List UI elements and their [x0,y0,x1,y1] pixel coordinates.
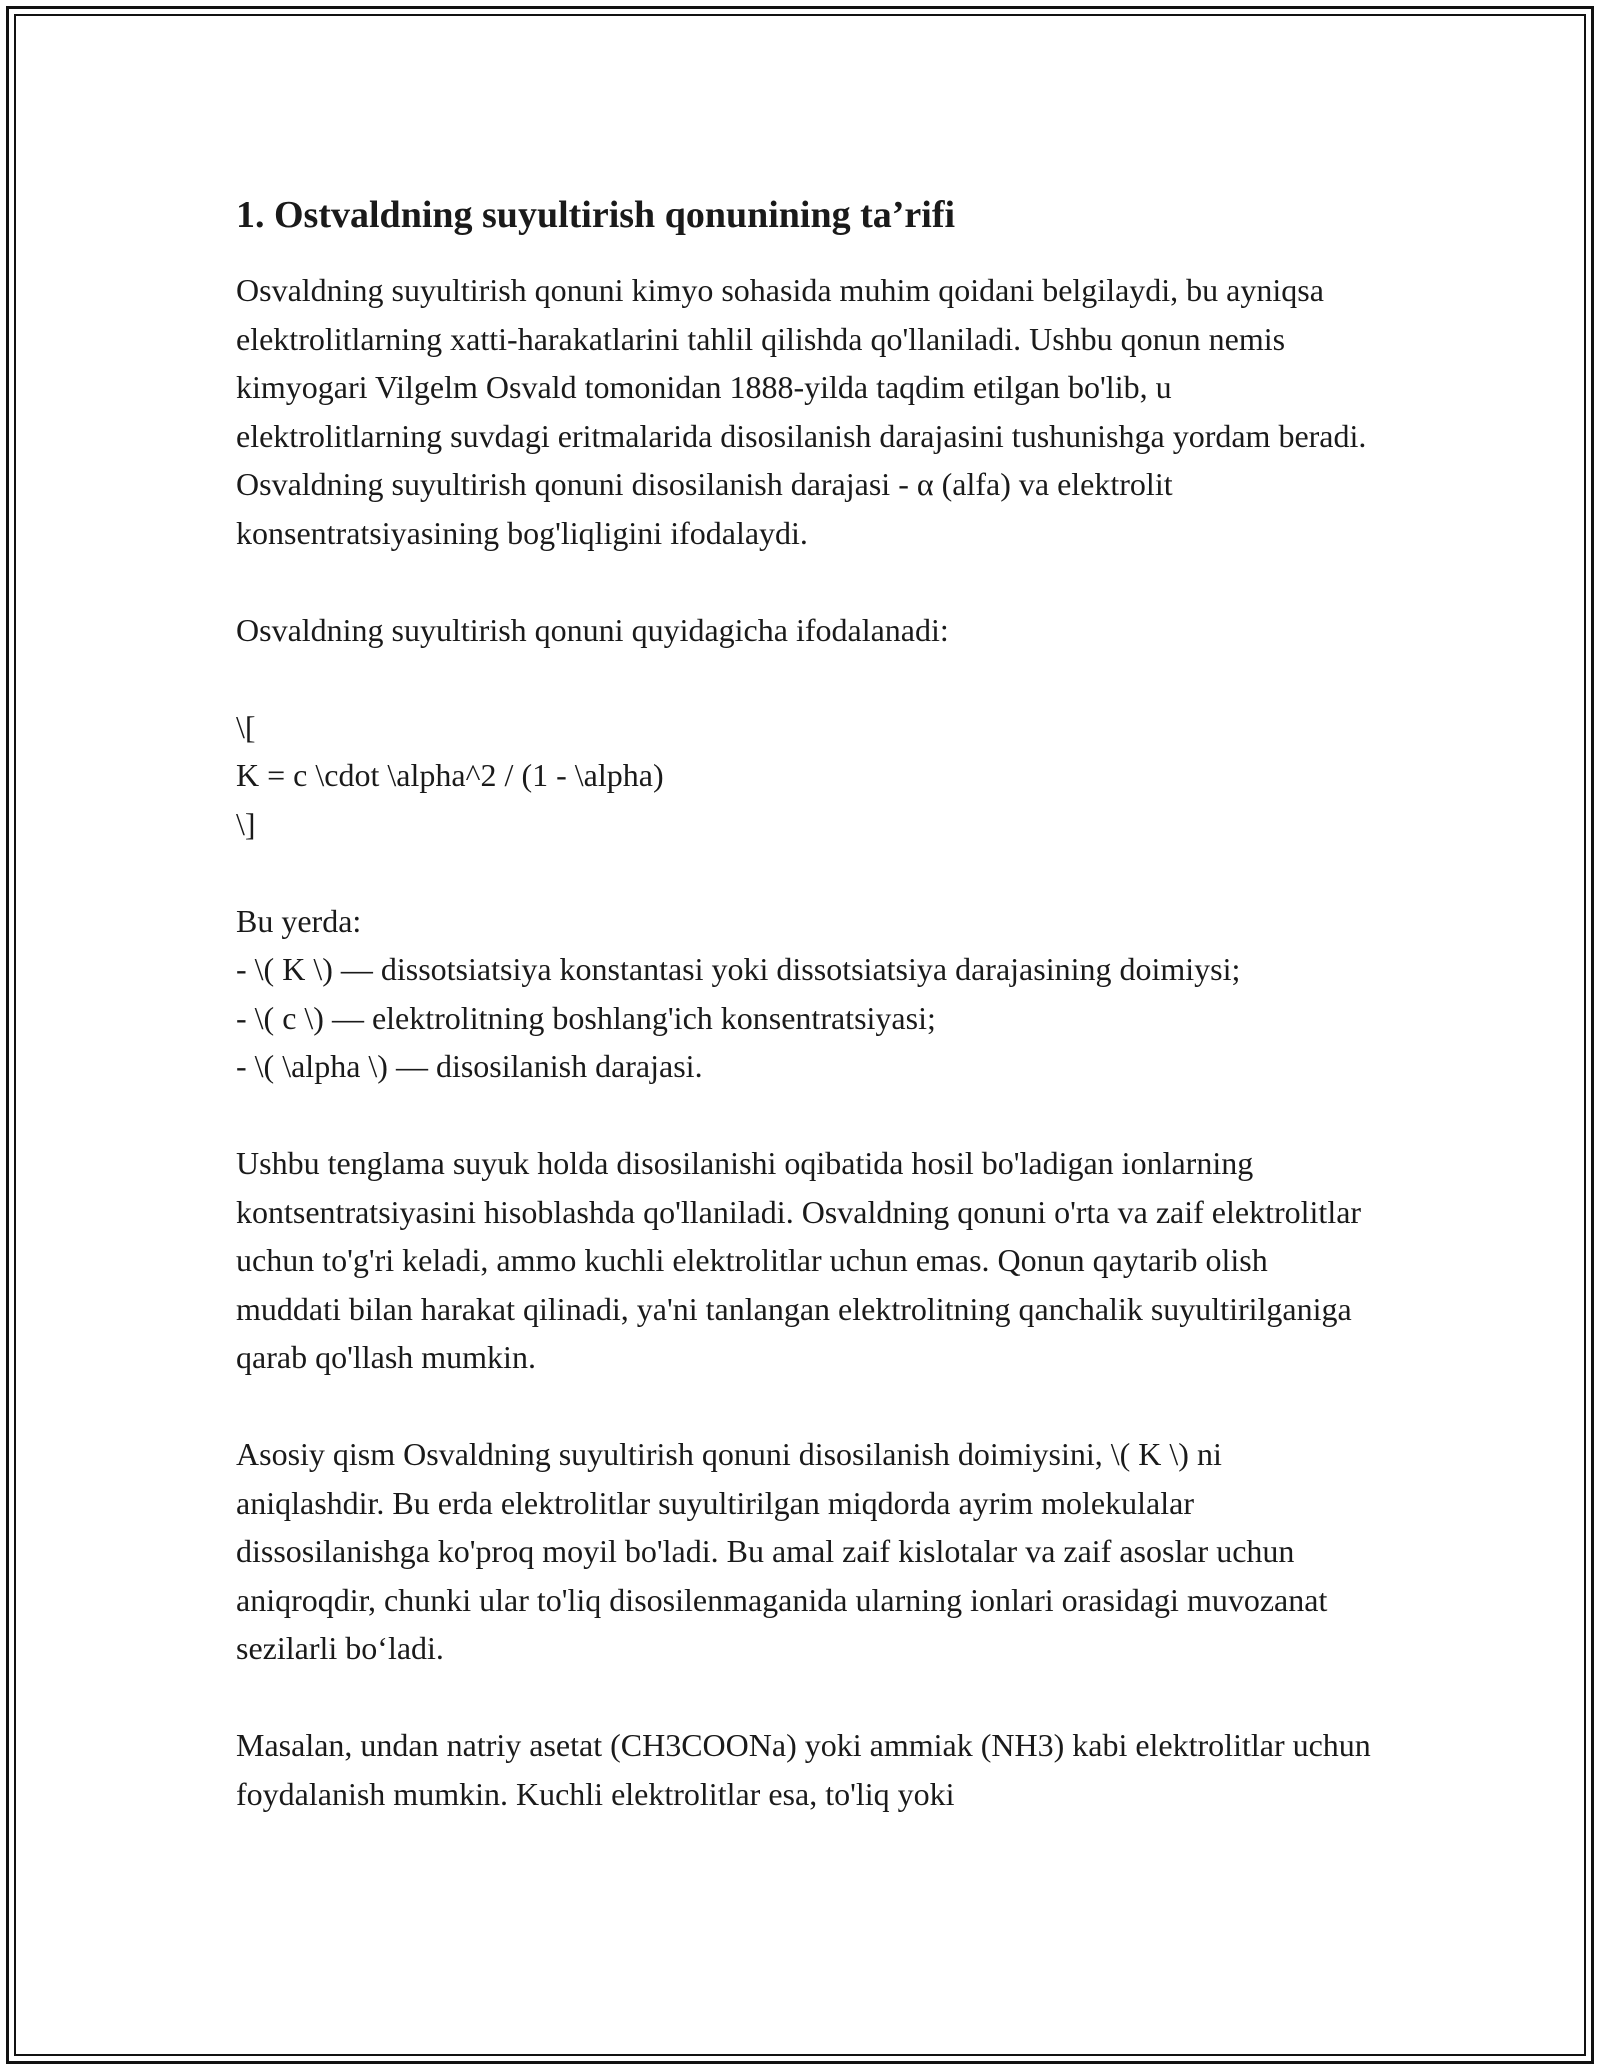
formula-open: \[ [236,708,256,745]
formula-close: \] [236,805,256,842]
paragraph-spacer [236,1382,1376,1431]
paragraph-spacer [236,1673,1376,1722]
document-body [236,186,1376,1818]
paragraph-spacer [236,654,1376,703]
definitions-heading: Bu yerda: [236,902,362,939]
paragraph-spacer [236,848,1376,897]
formula-intro: Osvaldning suyultirish qonuni quyidagicha ifodalanadi: [236,611,949,648]
formula-expression: K = c \cdot \alpha^2 / (1 - \alpha) [236,757,664,793]
definition-c: - \( c \) — elektrolitning boshlang'ich konsentratsiyasi; [236,999,936,1036]
section-heading: 1. Ostvaldning suyultirish qonunining ta’rifi [236,194,956,236]
usage-paragraph: Ushbu tenglama suyuk holda disosilanishi oqibatida hosil bo'ladigan ionlarning kontsentratsiyasini hisoblashda qo'llaniladi. Osvaldning qonuni o'rta va zaif elektrolitlar uchun to'g'ri keladi, ammo kuchli elektrolitlar uchun emas. Qonun qaytarib olish muddati bilan harakat qilinadi, ya'ni tanlangan elektrolitning qanchalik suyultirilganiga qarab qo'llash mumkin. [236,1145,1362,1375]
definition-k: - \( K \) — dissotsiatsiya konstantasi yoki dissotsiatsiya darajasining doimiysi; [236,951,1241,987]
example-paragraph: Masalan, undan natriy asetat (CH3COONa) yoki ammiak (NH3) kabi elektrolitlar uchun foydalanish mumkin. Kuchli elektrolitlar esa, to'liq yoki [236,1727,1371,1812]
definition-alpha: - \( \alpha \) — disosilanish darajasi. [236,1048,703,1084]
main-part-paragraph: Asosiy qism Osvaldning suyultirish qonuni disosilanish doimiysini, \( K \) ni aniqlashdir. Bu erda elektrolitlar suyultirilgan miqdorda ayrim molekulalar dissosilanishga ko'proq moyil bo'ladi. Bu amal zaif kislotalar va zaif asoslar uchun aniqroqdir, chunki ular to'liq disosilenmaganida ularning ionlari orasidagi muvozanat sezilarli bo‘ladi. [236,1436,1328,1666]
formula-block [236,703,1376,849]
definitions-list [236,897,1376,1091]
intro-paragraph: Osvaldning suyultirish qonuni kimyo sohasida muhim qoidani belgilaydi, bu ayniqsa elektrolitlarning xatti-harakatlarini tahlil qilishda qo'llaniladi. Ushbu qonun nemis kimyogari Vilgelm Osvald tomonidan 1888-yilda taqdim etilgan bo'lib, u elektrolitlarning suvdagi eritmalarida disosilanish darajasini tushunishga yordam beradi. Osvaldning suyultirish qonuni disosilanish darajasi - α (alfa) va elektrolit konsentratsiyasining bog'liqligini ifodalaydi. [236,272,1367,551]
paragraph-spacer [236,1091,1376,1140]
paragraph-spacer [236,557,1376,606]
